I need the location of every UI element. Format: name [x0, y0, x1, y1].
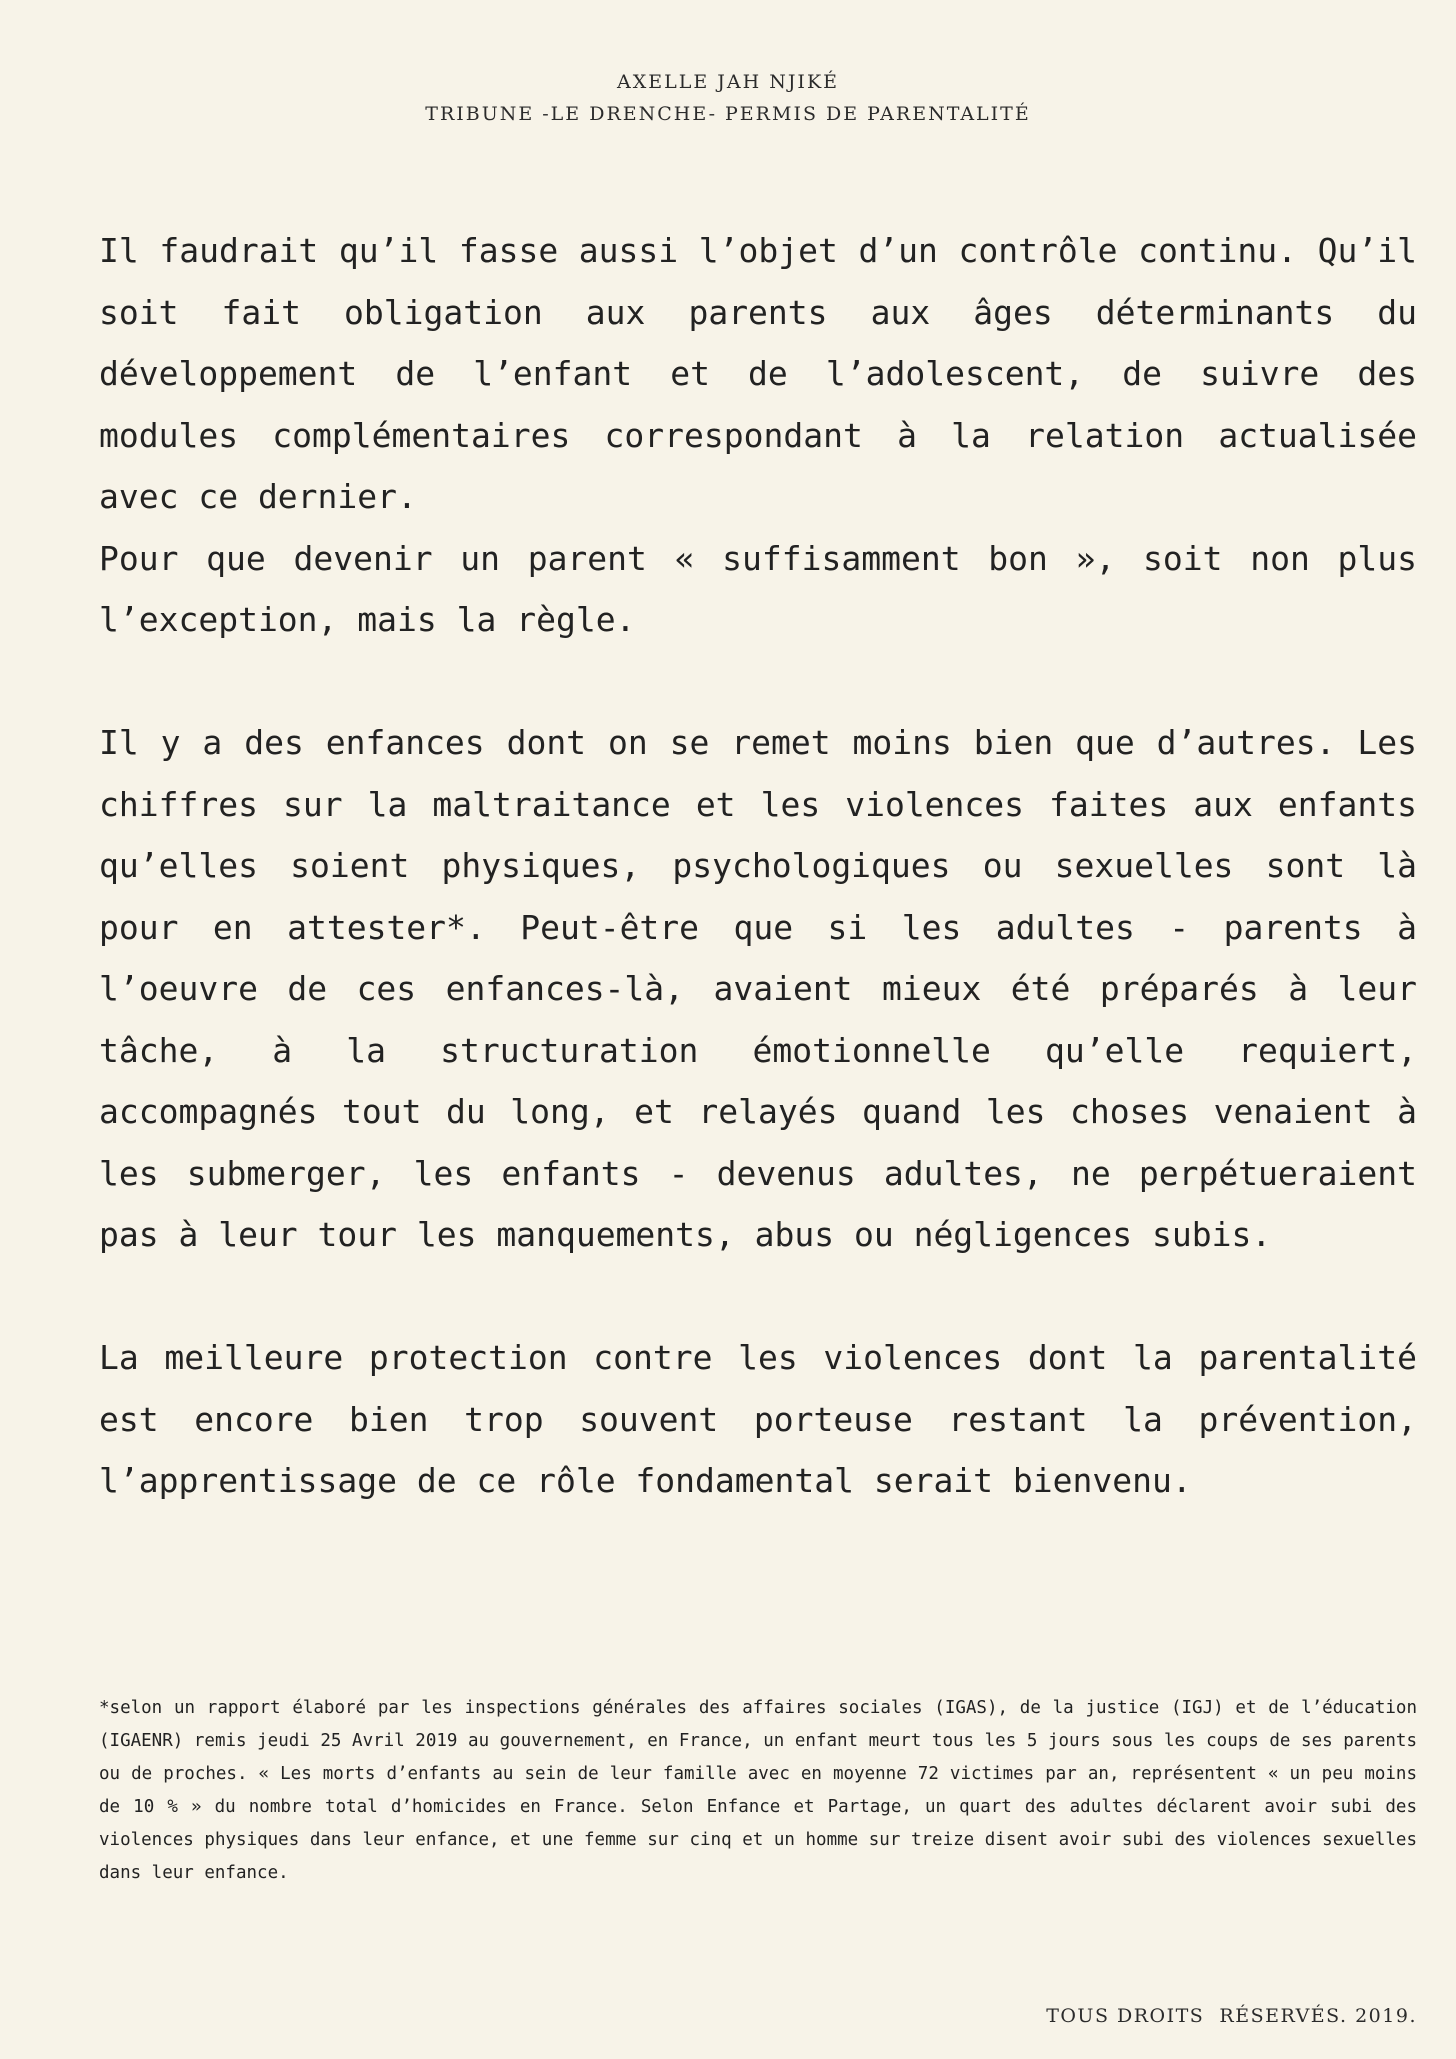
author-name: AXELLE JAH NJIKÉ: [616, 71, 840, 93]
footnote: *selon un rapport élaboré par les inspections générales des affaires sociales (IGAS), de la justice (IGJ) et de l’éducation (IGAENR) remis jeudi 25 Avril 2019 au gouvernement, en France, un enfant meurt tous les 5 jours sous les coups de ses parents ou de proches. « Les morts d’enfants au sein de leur famille avec en moyenne 72 victimes par an, représentent « un peu moins de 10 % » du nombre total d’homicides en France. Selon Enfance et Partage, un quart des adultes déclarent avoir subi des violences physiques dans leur enfance, et une femme sur cinq et un homme sur treize disent avoir subi des violences sexuelles dans leur enfance.: [99, 1698, 1417, 1883]
page-header: [0, 66, 1456, 130]
article-body: [99, 220, 1417, 1512]
copyright-footer: TOUS DROITS RÉSERVÉS. 2019.: [1046, 2005, 1417, 2027]
paragraph-prevention: La meilleure protection contre les violences dont la parentalité est encore bien trop souvent porteuse restant la prévention, l’apprentissage de ce rôle fondamental serait bienvenu.: [99, 1338, 1417, 1500]
paragraph-good-enough-parent: Pour que devenir un parent « suffisamment bon », soit non plus l’exception, mais la règle.: [99, 538, 1417, 639]
paragraph-childhoods: Il y a des enfances dont on se remet moins bien que d’autres. Les chiffres sur la maltraitance et les violences faites aux enfants qu’elles soient physiques, psychologiques ou sexuelles sont là pour en attester*. Peut-être que si les adultes - parents à l’oeuvre de ces enfances-là, avaient mieux été préparés à leur tâche, à la structuration émotionnelle qu’elle requiert, accompagnés tout du long, et relayés quand les choses venaient à les submerger, les enfants - devenus adultes, ne perpétueraient pas à leur tour les manquements, abus ou négligences subis.: [99, 723, 1417, 1254]
paragraph-continuous-control: Il faudrait qu’il fasse aussi l’objet d’un contrôle continu. Qu’il soit fait obligation aux parents aux âges déterminants du développement de l’enfant et de l’adolescent, de suivre des modules complémentaires correspondant à la relation actualisée avec ce dernier.: [99, 231, 1417, 516]
document-subtitle: TRIBUNE -LE DRENCHE- PERMIS DE PARENTALITÉ: [425, 103, 1031, 125]
